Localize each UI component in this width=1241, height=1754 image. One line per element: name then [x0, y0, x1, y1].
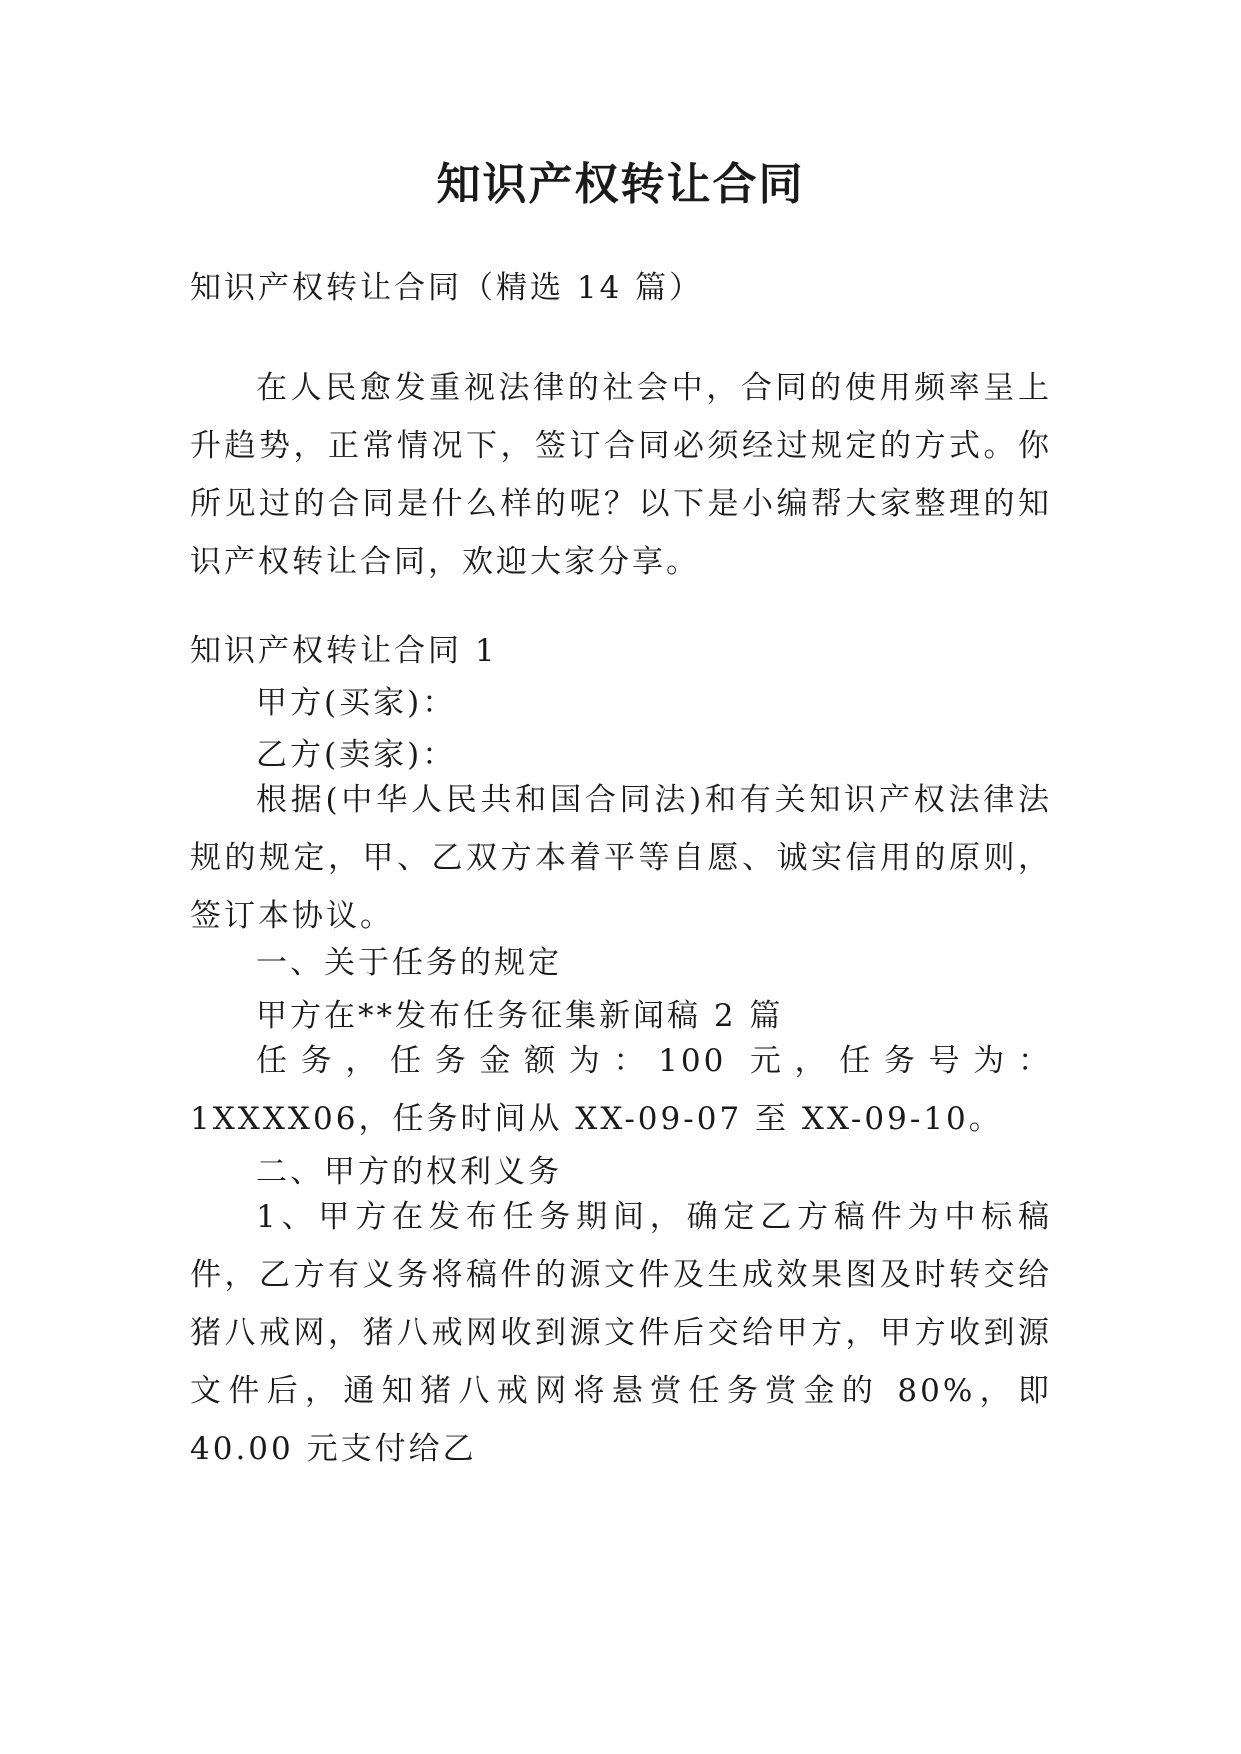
clause-1-line: 甲方在**发布任务征集新闻稿 2 篇 — [256, 998, 784, 1034]
basis-paragraph: 根据(中华人民共和国合同法)和有关知识产权法律法规的规定，甲、乙双方本着平等自愿、诚实信用的原则，签订本协议。 — [190, 782, 1052, 934]
document-title: 知识产权转让合同 — [436, 159, 805, 210]
intro-paragraph: 在人民愈发重视法律的社会中，合同的使用频率呈上升趋势，正常情况下，签订合同必须经过规定的方式。你所见过的合同是什么样的呢？以下是小编帮大家整理的知识产权转让合同，欢迎大家分享。 — [190, 370, 1052, 580]
clause-1-detail: 任务，任务金额为：100 元，任务号为：1XXXX06，任务时间从 XX-09-07 至 XX-09-10。 — [190, 1043, 1052, 1137]
subtitle: 知识产权转让合同（精选 14 篇） — [190, 270, 704, 306]
clause-2-heading: 二、甲方的权利义务 — [256, 1154, 562, 1190]
party-b-line: 乙方(卖家)： — [256, 737, 457, 773]
clause-1-heading: 一、关于任务的规定 — [256, 945, 562, 981]
clause-2-item-1: 1、甲方在发布任务期间，确定乙方稿件为中标稿件，乙方有义务将稿件的源文件及生成效果图及时转交给猪八戒网，猪八戒网收到源文件后交给甲方，甲方收到源文件后，通知猪八戒网将悬赏任务赏金的 80%，即 40.00 元支付给乙 — [190, 1199, 1052, 1467]
party-a-line: 甲方(买家)： — [256, 685, 457, 721]
section-title: 知识产权转让合同 1 — [190, 633, 498, 669]
